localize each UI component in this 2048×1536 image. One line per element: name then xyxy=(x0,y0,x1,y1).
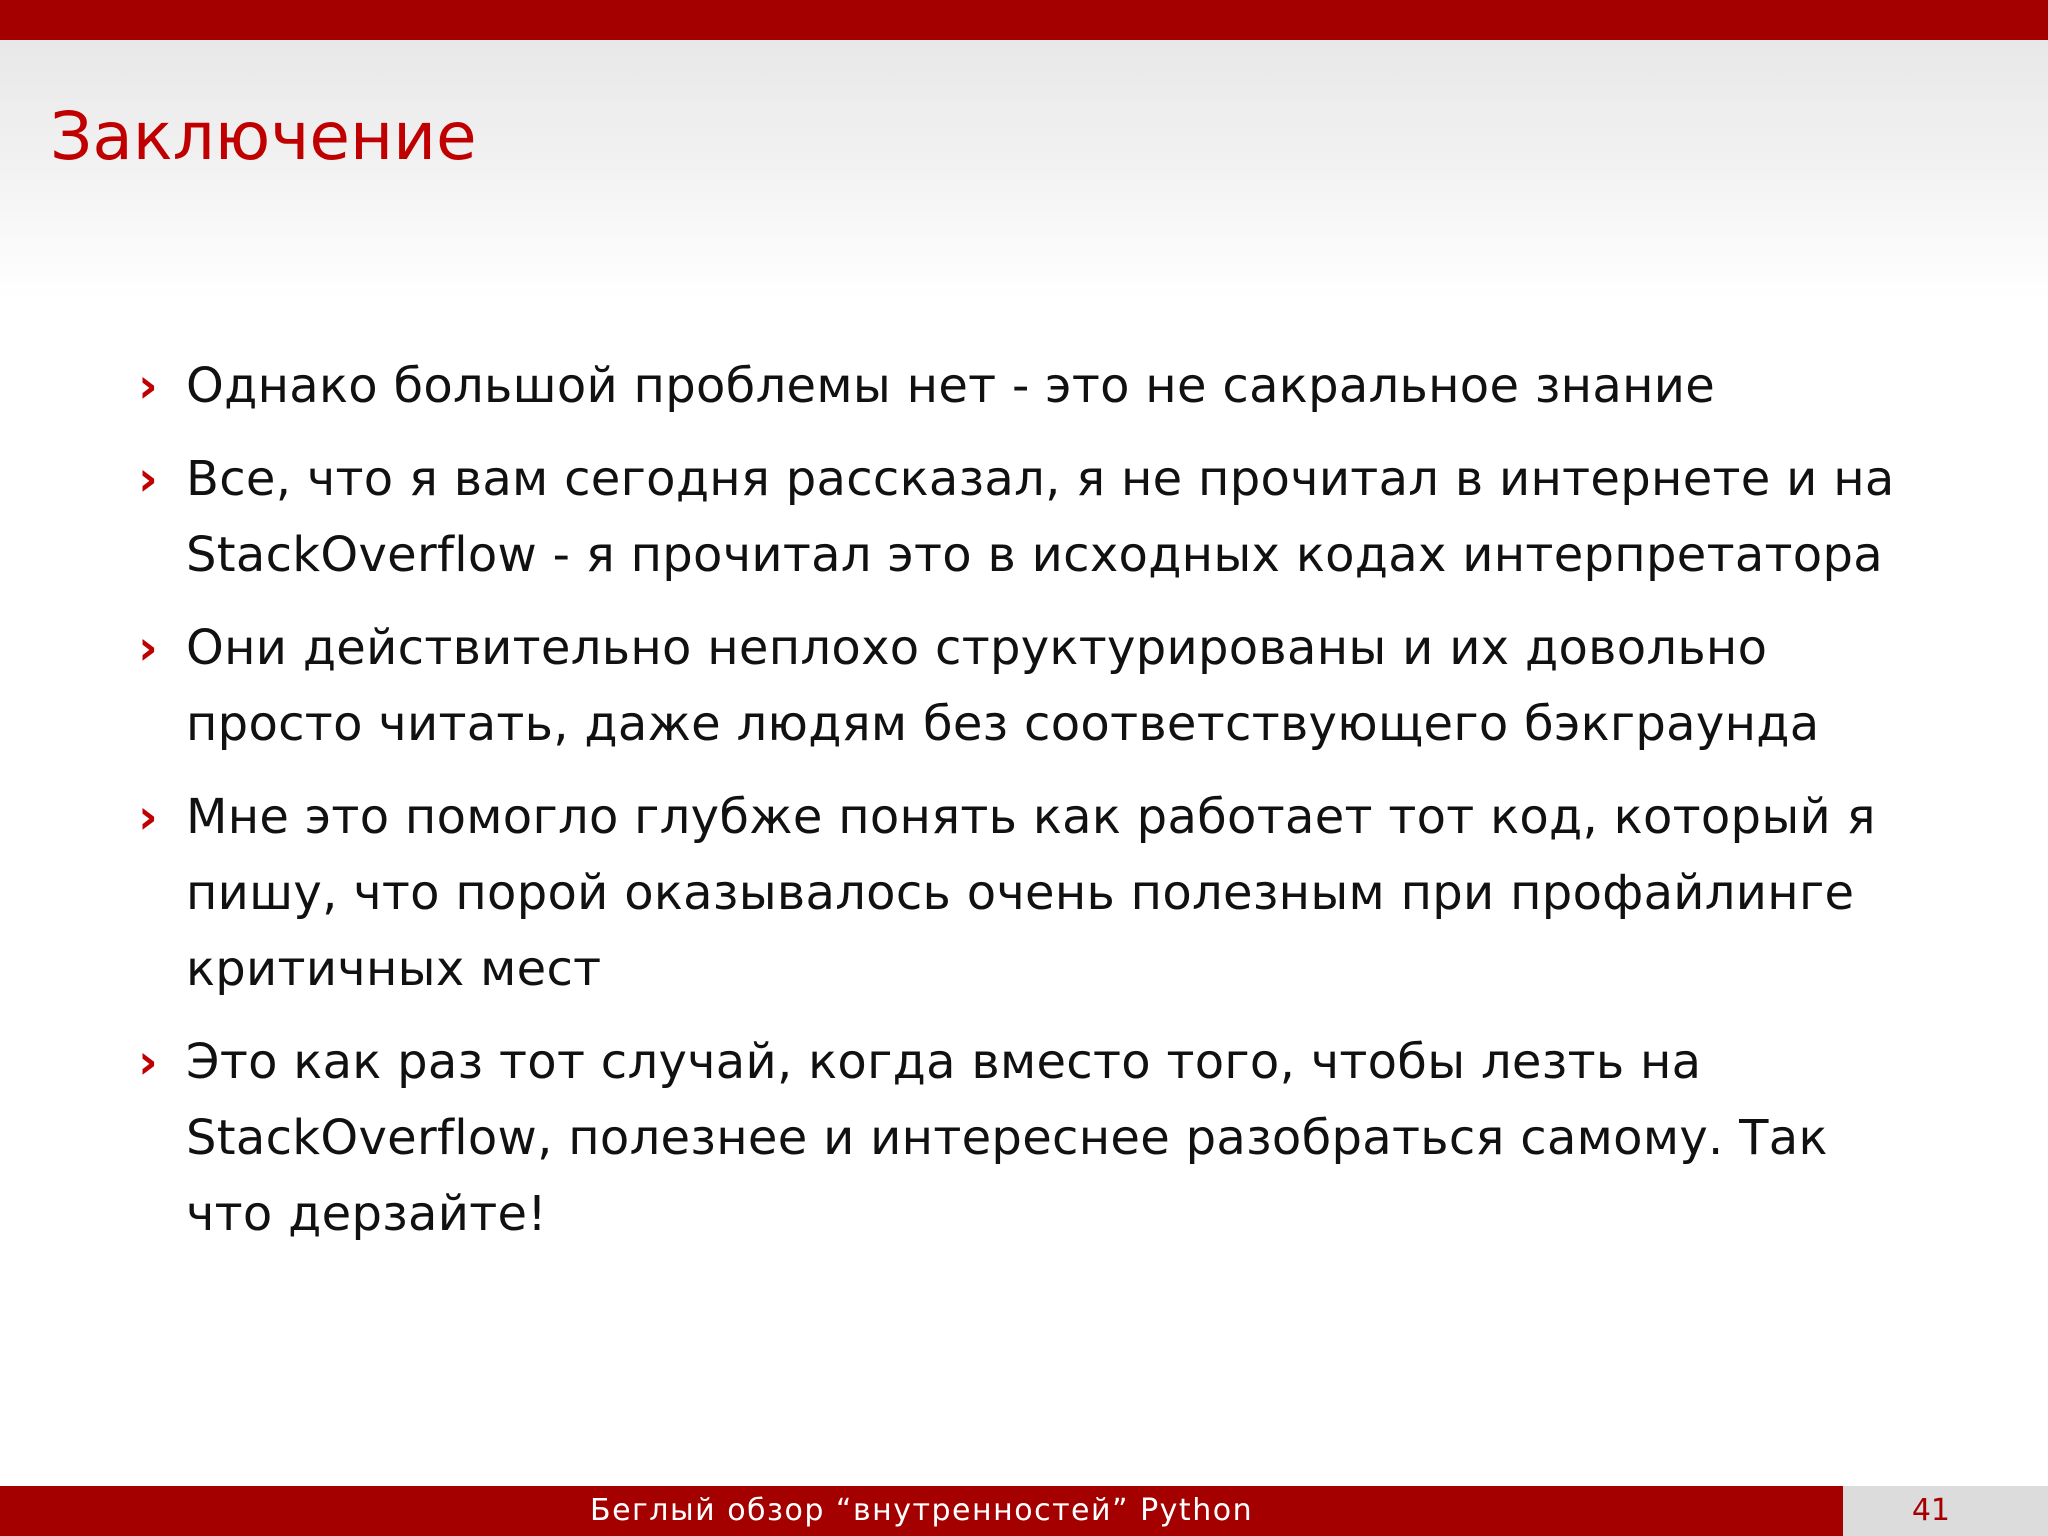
bullet-chevron-icon: › xyxy=(138,1034,159,1090)
bullet-chevron-icon: › xyxy=(138,789,159,845)
footer-page-box xyxy=(1843,1486,2048,1536)
bullet-line: Все, что я вам сегодня рассказал, я не прочитал в интернете и на xyxy=(186,451,1895,507)
slide-title: Заключение xyxy=(50,98,477,175)
bullet-item xyxy=(138,348,1998,424)
bullet-item xyxy=(138,610,1998,762)
bullet-line: что дерзайте! xyxy=(186,1186,547,1242)
bullet-line: просто читать, даже людям без соответствующего бэкграунда xyxy=(186,696,1820,752)
bullet-line: Мне это помогло глубже понять как работает тот код, который я xyxy=(186,789,1876,845)
page-number: 41 xyxy=(1911,1493,1950,1528)
footer xyxy=(0,1486,2048,1536)
footer-title: Беглый обзор “внутренностей” Python xyxy=(590,1493,1254,1528)
bullet-chevron-icon: › xyxy=(138,620,159,676)
bullet-line: критичных мест xyxy=(186,941,602,997)
bullet-list xyxy=(138,348,1998,1269)
bullet-item xyxy=(138,1024,1998,1252)
bullet-line: пишу, что порой оказывалось очень полезным при профайлинге xyxy=(186,865,1855,921)
bullet-line: StackOverflow, полезнее и интереснее разобраться самому. Так xyxy=(186,1110,1828,1166)
bullet-line: StackOverflow - я прочитал это в исходных кодах интерпретатора xyxy=(186,527,1883,583)
bullet-line: Они действительно неплохо структурированы и их довольно xyxy=(186,620,1768,676)
bullet-line: Однако большой проблемы нет - это не сакральное знание xyxy=(186,358,1716,414)
bullet-line: Это как раз тот случай, когда вместо того, чтобы лезть на xyxy=(186,1034,1702,1090)
bullet-chevron-icon: › xyxy=(138,358,159,414)
top-accent-bar xyxy=(0,0,2048,40)
footer-title-bar xyxy=(0,1486,1843,1536)
bullet-item xyxy=(138,779,1998,1007)
bullet-item xyxy=(138,441,1998,593)
bullet-chevron-icon: › xyxy=(138,451,159,507)
